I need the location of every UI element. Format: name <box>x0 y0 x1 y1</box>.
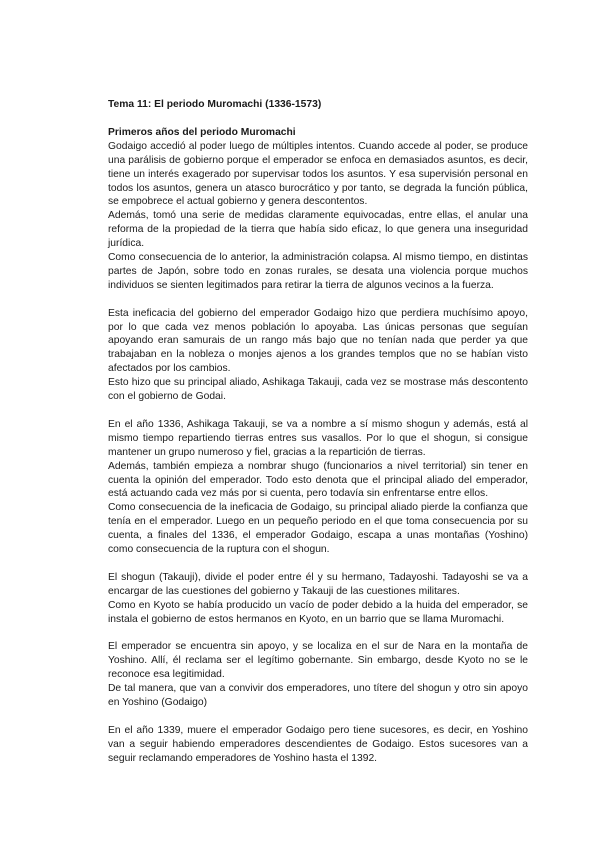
paragraph: El shogun (Takauji), divide el poder entre él y su hermano, Tadayoshi. Tadayoshi se va a encargar de las cuestiones del gobierno y Takauji de las cuestiones militares. <box>108 571 528 597</box>
document-title: Tema 11: El periodo Muromachi (1336-1573) <box>108 99 322 110</box>
section-heading: Primeros años del periodo Muromachi <box>108 126 296 138</box>
paragraph: Como consecuencia de lo anterior, la administración colapsa. Al mismo tiempo, en distintas partes de Japón, sobre todo en zonas rurales, se desata una violencia porque muchos individuos se sienten legitimados para retirar la tierra de algunos vecinos a la fuerza. <box>108 252 528 291</box>
paragraph: En el año 1339, muere el emperador Godaigo pero tiene sucesores, es decir, en Yoshino van a seguir habiendo emperadores descendientes de Godaigo. Estos sucesores van a seguir reclamando emperadores de Yoshino hasta el 1392. <box>108 724 528 764</box>
paragraph: Además, también empieza a nombrar shugo (funcionarios a nivel territorial) sin tener en cuenta la opinión del emperador. Todo esto denota que el principal aliado del emperador, está actuando cada vez más por si cuenta, pero todavía sin enfrentarse entre ellos. <box>108 460 528 500</box>
paragraph: De tal manera, que van a convivir dos emperadores, uno títere del shogun y otro sin apoyo en Yoshino (Godaigo) <box>108 683 528 708</box>
paragraph: Además, tomó una serie de medidas claramente equivocadas, entre ellas, el anular una reforma de la propiedad de la tierra que había sido eficaz, lo que genera una inseguridad jurídica. <box>108 210 528 250</box>
paragraph: Esto hizo que su principal aliado, Ashikaga Takauji, cada vez se mostrase más descontento con el gobierno de Godai. <box>108 377 528 403</box>
paragraph: En el año 1336, Ashikaga Takauji, se va a nombre a sí mismo shogun y además, está al mismo tiempo repartiendo tierras entres sus vasallos. Por lo que el shogun, si consigue mantener un grupo numeroso y fiel, gracias a la repartición de tierras. <box>108 418 528 458</box>
paragraph: Como consecuencia de la ineficacia de Godaigo, su principal aliado pierde la confianza que tenía en el emperador. Luego en un pequeño periodo en el que toma consecuencia por su cuenta, a finales del 1336, el emperador Godaigo, escapa a unas montañas (Yoshino) como consecuencia de la ruptura con el shogun. <box>108 502 528 556</box>
document-body <box>108 98 528 766</box>
paragraph: Como en Kyoto se había producido un vacío de poder debido a la huida del emperador, se instala el gobierno de estos hermanos en Kyoto, en un barrio que se llama Muromachi. <box>108 599 528 625</box>
paragraph: Esta ineficacia del gobierno del emperador Godaigo hizo que perdiera muchísimo apoyo, por lo que cada vez menos población lo apoyaba. Las únicas personas que seguían apoyando eran samurais de un rango más bajo que no tenían nada que perder ya que trabajaban en la nobleza o monjes ajenos a los grandes templos que no se habían visto afectados por los cambios. <box>108 307 528 375</box>
paragraph: El emperador se encuentra sin apoyo, y se localiza en el sur de Nara en la montaña de Yoshino. Allí, él reclama ser el legítimo gobernante. Sin embargo, desde Kyoto no se le reconoce esa legitimidad. <box>108 641 528 681</box>
paragraph: Godaigo accedió al poder luego de múltiples intentos. Cuando accede al poder, se produce una parálisis de gobierno porque el emperador se enfoca en demasiados asuntos, es decir, tiene un interés exagerado por supervisar todos los asuntos. Y esa supervisión personal en todos los asuntos, genera un atasco burocrático y por tanto, se degrada la función pública, se empobrece el actual gobierno y genera descontentos. <box>108 140 528 208</box>
